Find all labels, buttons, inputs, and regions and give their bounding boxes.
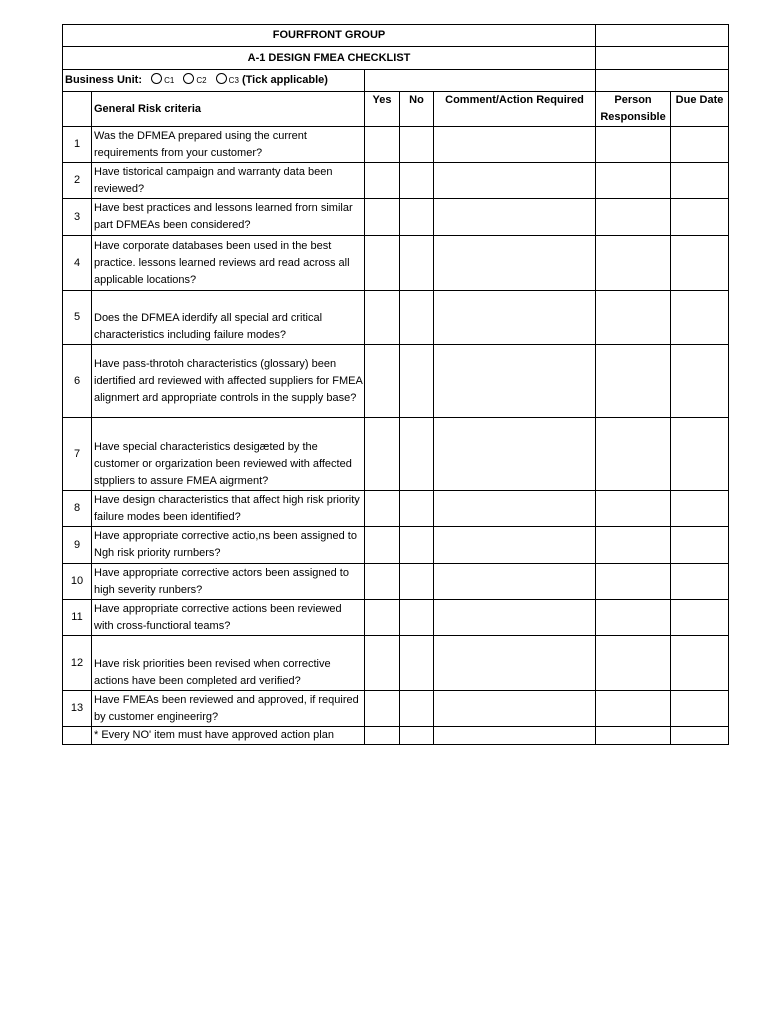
blank-cell <box>596 25 729 47</box>
criteria-text: Have FMEAs been reviewed and approved, if required by customer engineerirg? <box>92 691 365 727</box>
row-number: 2 <box>63 163 92 199</box>
no-cell[interactable] <box>400 199 434 236</box>
comment-cell[interactable] <box>434 491 596 527</box>
yes-cell[interactable] <box>365 345 400 418</box>
yes-cell[interactable] <box>365 127 400 163</box>
due-date-cell[interactable] <box>671 291 729 345</box>
due-date-cell[interactable] <box>671 236 729 291</box>
no-cell[interactable] <box>400 636 434 691</box>
business-unit-label: Business Unit: <box>65 74 143 86</box>
no-cell[interactable] <box>400 600 434 636</box>
yes-cell[interactable] <box>365 691 400 727</box>
blank-cell <box>671 727 729 745</box>
no-cell[interactable] <box>400 491 434 527</box>
table-row <box>63 345 729 418</box>
row-number: 7 <box>63 418 92 491</box>
yes-cell[interactable] <box>365 418 400 491</box>
blank-cell <box>63 727 92 745</box>
comment-cell[interactable] <box>434 691 596 727</box>
row-number: 10 <box>63 564 92 600</box>
row-number: 4 <box>63 236 92 291</box>
due-date-cell[interactable] <box>671 345 729 418</box>
footnote: * Every NO' item must have approved action plan <box>92 727 365 745</box>
row-number: 12 <box>63 636 92 691</box>
comment-cell[interactable] <box>434 345 596 418</box>
row-number: 5 <box>63 291 92 345</box>
criteria-text: Have tistorical campaign and warranty data been reviewed? <box>92 163 365 199</box>
no-header: No <box>400 92 434 127</box>
person-cell[interactable] <box>596 345 671 418</box>
no-cell[interactable] <box>400 418 434 491</box>
due-date-cell[interactable] <box>671 600 729 636</box>
company-title: FOURFRONT GROUP <box>63 25 596 47</box>
person-cell[interactable] <box>596 163 671 199</box>
due-date-cell[interactable] <box>671 163 729 199</box>
comment-cell[interactable] <box>434 236 596 291</box>
person-header: Person Responsible <box>596 92 671 127</box>
blank-cell <box>434 727 596 745</box>
blank-cell <box>365 727 400 745</box>
comment-cell[interactable] <box>434 199 596 236</box>
table-row <box>63 636 729 691</box>
criteria-text: Have special characteristics desigæted by the customer or orgarization been reviewed with affected stppliers to assure FMEA aigrment? <box>92 418 365 491</box>
row-number: 3 <box>63 199 92 236</box>
no-cell[interactable] <box>400 345 434 418</box>
due-date-cell[interactable] <box>671 199 729 236</box>
person-cell[interactable] <box>596 564 671 600</box>
yes-cell[interactable] <box>365 163 400 199</box>
criteria-text: Have best practices and lessons learned frorn similar part DFMEAs been considered? <box>92 199 365 236</box>
row-number: 8 <box>63 491 92 527</box>
due-date-cell[interactable] <box>671 564 729 600</box>
comment-cell[interactable] <box>434 636 596 691</box>
comment-cell[interactable] <box>434 418 596 491</box>
row-number: 6 <box>63 345 92 418</box>
person-cell[interactable] <box>596 291 671 345</box>
blank-cell <box>365 70 596 92</box>
due-date-header: Due Date <box>671 92 729 127</box>
row-number: 1 <box>63 127 92 163</box>
criteria-text: Was the DFMEA prepared using the current requirements from your customer? <box>92 127 365 163</box>
tick-applicable-hint: (Tick applicable) <box>241 74 328 86</box>
table-row <box>63 236 729 291</box>
no-cell[interactable] <box>400 527 434 564</box>
comment-cell[interactable] <box>434 527 596 564</box>
form-title: A-1 DESIGN FMEA CHECKLIST <box>63 47 596 70</box>
row-number: 9 <box>63 527 92 564</box>
person-cell[interactable] <box>596 636 671 691</box>
person-cell[interactable] <box>596 600 671 636</box>
yes-cell[interactable] <box>365 236 400 291</box>
person-cell[interactable] <box>596 127 671 163</box>
table-row <box>63 691 729 727</box>
blank-cell <box>596 47 729 70</box>
row-number: 11 <box>63 600 92 636</box>
criteria-text: Have corporate databases been used in the best practice. lessons learned reviews ard read across all applicable locations? <box>92 236 365 291</box>
comment-cell[interactable] <box>434 163 596 199</box>
yes-cell[interactable] <box>365 291 400 345</box>
due-date-cell[interactable] <box>671 491 729 527</box>
yes-cell[interactable] <box>365 636 400 691</box>
blank-cell <box>596 727 671 745</box>
radio-c2[interactable] <box>183 73 194 84</box>
fmea-checklist-table <box>62 24 729 745</box>
due-date-cell[interactable] <box>671 127 729 163</box>
table-row <box>63 127 729 163</box>
no-cell[interactable] <box>400 163 434 199</box>
due-date-cell[interactable] <box>671 636 729 691</box>
comment-header: Comment/Action Required <box>434 92 596 127</box>
due-date-cell[interactable] <box>671 418 729 491</box>
due-date-cell[interactable] <box>671 527 729 564</box>
no-cell[interactable] <box>400 127 434 163</box>
comment-cell[interactable] <box>434 564 596 600</box>
table-row <box>63 564 729 600</box>
person-cell[interactable] <box>596 418 671 491</box>
table-row <box>63 291 729 345</box>
yes-cell[interactable] <box>365 491 400 527</box>
person-cell[interactable] <box>596 199 671 236</box>
table-row <box>63 491 729 527</box>
criteria-text: Have risk priorities been revised when corrective actions have been completed ard verified? <box>92 636 365 691</box>
no-cell[interactable] <box>400 236 434 291</box>
table-row <box>63 527 729 564</box>
radio-c3[interactable] <box>216 73 227 84</box>
table-row <box>63 163 729 199</box>
comment-cell[interactable] <box>434 291 596 345</box>
footnote-row <box>63 727 729 745</box>
table-row <box>63 199 729 236</box>
yes-header: Yes <box>365 92 400 127</box>
radio-c2-label: C2 <box>196 76 207 85</box>
comment-cell[interactable] <box>434 600 596 636</box>
criteria-header: General Risk criteria <box>92 92 365 127</box>
yes-cell[interactable] <box>365 600 400 636</box>
no-cell[interactable] <box>400 691 434 727</box>
no-cell[interactable] <box>400 291 434 345</box>
radio-c1-label: C1 <box>164 76 175 85</box>
criteria-text: Have design characteristics that affect high risk priority failure modes been identified? <box>92 491 365 527</box>
comment-cell[interactable] <box>434 127 596 163</box>
radio-c3-label: C3 <box>228 76 239 85</box>
due-date-cell[interactable] <box>671 691 729 727</box>
row-number: 13 <box>63 691 92 727</box>
no-cell[interactable] <box>400 564 434 600</box>
criteria-text: Have pass-throtoh characteristics (glossary) been idertified ard reviewed with affected suppliers for FMEA alignmert ard appropriate controls in the supply base? <box>92 345 365 418</box>
table-row <box>63 418 729 491</box>
criteria-text: Have appropriate corrective actions been reviewed with cross-functioral teams? <box>92 600 365 636</box>
criteria-text: Have appropriate corrective actors been assigned to high severity runbers? <box>92 564 365 600</box>
blank-cell <box>596 70 729 92</box>
yes-cell[interactable] <box>365 527 400 564</box>
criteria-text: Does the DFMEA iderdify all special ard critical characteristics including failure modes? <box>92 291 365 345</box>
person-cell[interactable] <box>596 527 671 564</box>
yes-cell[interactable] <box>365 199 400 236</box>
blank-cell <box>400 727 434 745</box>
table-row <box>63 600 729 636</box>
business-unit-row <box>63 70 365 92</box>
criteria-text: Have appropriate corrective actio,ns been assigned to Ngh risk priority rurnbers? <box>92 527 365 564</box>
radio-c1[interactable] <box>151 73 162 84</box>
person-cell[interactable] <box>596 491 671 527</box>
yes-cell[interactable] <box>365 564 400 600</box>
person-cell[interactable] <box>596 236 671 291</box>
blank-cell <box>63 92 92 127</box>
person-cell[interactable] <box>596 691 671 727</box>
